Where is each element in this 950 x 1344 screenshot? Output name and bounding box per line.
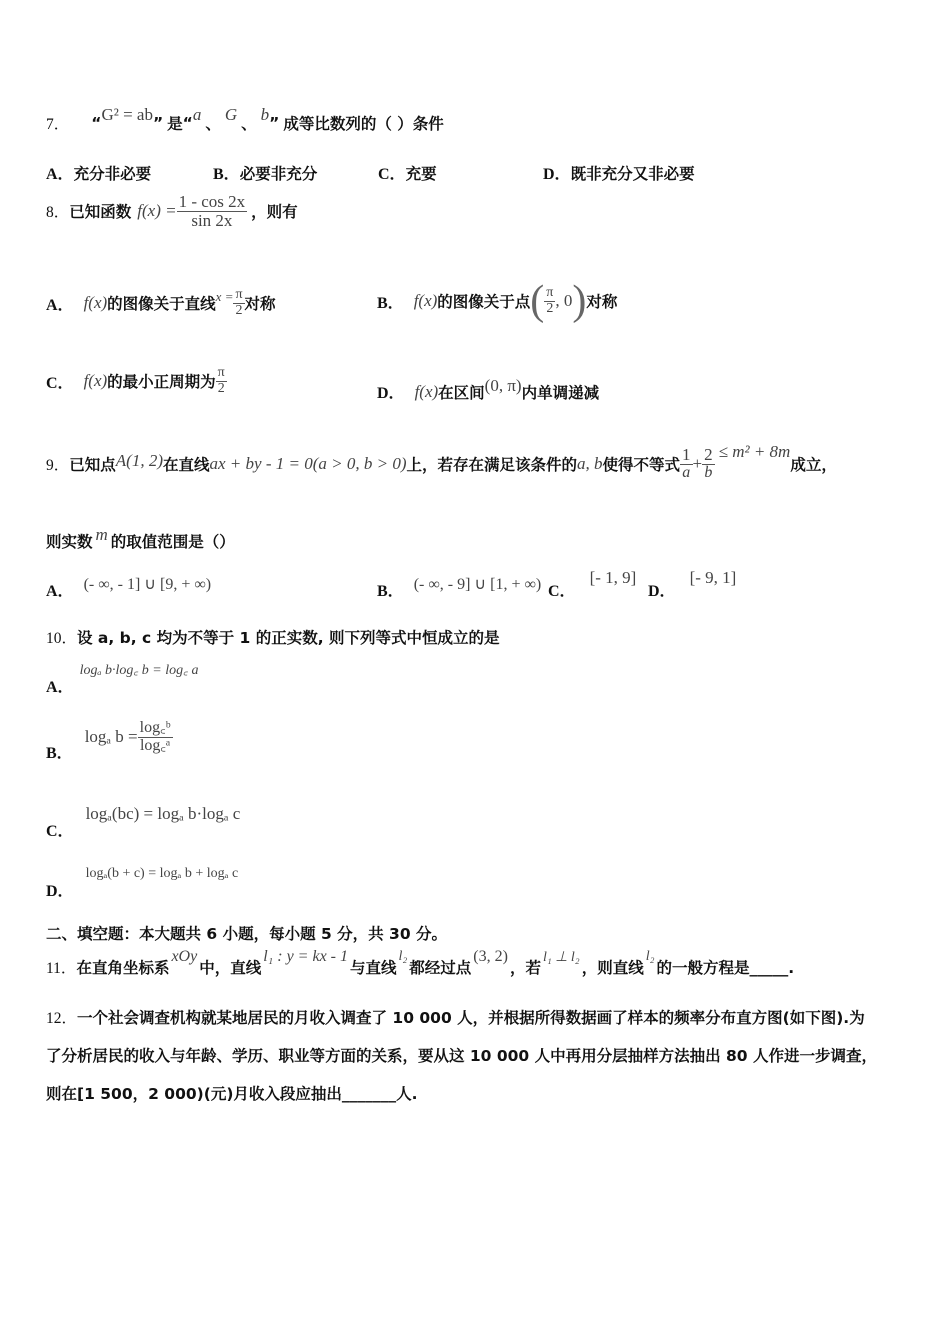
q10-option-a: A． logₐ b·log꜀ b = log꜀ a — [46, 663, 199, 696]
q10-option-b: B． logₐ b = $\frac{\text{log꜀ᵇ}}{\text{log꜀ᵃ}}$ — [46, 719, 171, 762]
q10-option-d: D． logₐ(b + c) = logₐ b + logₐ c — [46, 865, 239, 900]
q9-number: 9． — [46, 456, 70, 474]
q7-var-b: b — [260, 105, 270, 124]
q7-quote-close-2: ” — [269, 114, 280, 132]
q8-option-c: C． f(x) 的最小正周期为 $\frac{\pi}{2}$ — [46, 365, 225, 396]
q7-stem-text: 成等比数列的（ ）条件 — [283, 115, 444, 133]
q7-formula: G² = ab — [101, 105, 153, 124]
q9-inequality: ≤ m² + 8m — [718, 441, 791, 461]
q8-stem-pre: 已知函数 — [69, 203, 132, 222]
q8-func: f(x) = — [137, 201, 177, 221]
q7-option-c: C．充要 — [378, 165, 437, 183]
q7-option-b: B．必要非充分 — [213, 165, 318, 183]
section-title: 二、填空题：本大题共 6 小题，每小题 5 分，共 30 分。 — [46, 925, 448, 943]
q7-sep-2: 、 — [241, 115, 257, 133]
q9-line-eq: ax + by - 1 = 0(a > 0, b > 0) — [209, 453, 407, 473]
q9-stem-line2: 则实数 m 的取值范围是（） — [46, 525, 235, 551]
q9-point: A(1, 2) — [115, 450, 163, 470]
q7-number: 7． — [46, 116, 70, 133]
q12-line-3: 则在[1 500，2 000)(元)月收入段应抽出_______人. — [46, 1085, 418, 1103]
q9-stem: 9． 已知点 A(1, 2) 在直线 ax + by - 1 = 0(a > 0, b > 0) 上，若存在满足该条件的 a, b 使得不等式 $\frac{1}{a}$ + $\frac{2}{b}$ ≤ m² + 8m 成立， — [46, 441, 837, 481]
q8-stem — [46, 193, 298, 230]
q7-sep-1: 、 — [205, 115, 221, 133]
q11-stem: 11． 在直角坐标系 xOy 中，直线 l₁ : y = kx - 1 与直线 l₂ 都经过点 (3, 2) ，若 l₁ ⊥ l₂ ，则直线 l₂ 的一般方程是_____. — [46, 948, 795, 977]
q8-option-b: B． f(x) 的图像关于点 ( $\frac{\pi}{2}$ , 0 ) 对称 — [377, 278, 618, 324]
q7-option-d: D．既非充分又非必要 — [543, 165, 695, 183]
q7-quote-close: ” — [152, 114, 164, 132]
q8-fraction: $\frac{1 - \cos 2x}{\sin 2x}$ — [178, 192, 246, 230]
q8-number: 8． — [46, 204, 70, 222]
q7-is: 是 — [167, 115, 183, 133]
q9-option-c: C． [- 1, 9] — [548, 567, 637, 600]
q12-line-1: 12．一个社会调查机构就某地居民的月收入调查了 10 000 人，并根据所得数据画了样本的频率分布直方图(如下图).为 — [46, 1009, 865, 1027]
q10-option-c: C． logₐ(bc) = logₐ b·logₐ c — [46, 803, 241, 840]
q8-stem-post: ，则有 — [251, 203, 298, 222]
q8-option-d: D． f(x) 在区间 (0, π) 内单调递减 — [377, 375, 600, 402]
q7-quote-open: “ — [91, 114, 102, 132]
q12-line-2: 了分析居民的收入与年龄、学历、职业等方面的关系，要从这 10 000 人中再用分层抽样方法抽出 80 人作进一步调查， — [46, 1047, 877, 1065]
q9-option-d: D． [- 9, 1] — [648, 567, 737, 600]
q7-stem — [46, 105, 444, 134]
q9-option-b: B． (- ∞, - 9] ∪ [1, + ∞) — [377, 575, 542, 600]
q8-option-a: A． f(x) 的图像关于直线 x = $\frac{\pi}{2}$ 对称 — [46, 287, 276, 318]
q7-var-a: a — [192, 105, 202, 124]
q7-option-a: A．充分非必要 — [46, 165, 152, 183]
q9-option-a: A． (- ∞, - 1] ∪ [9, + ∞) — [46, 575, 212, 600]
q7-quote-open-2: “ — [182, 114, 193, 132]
q7-var-g: G — [224, 105, 238, 124]
q10-stem: 10． 设 a, b, c 均为不等于 1 的正实数, 则下列等式中恒成立的是 — [46, 629, 500, 647]
